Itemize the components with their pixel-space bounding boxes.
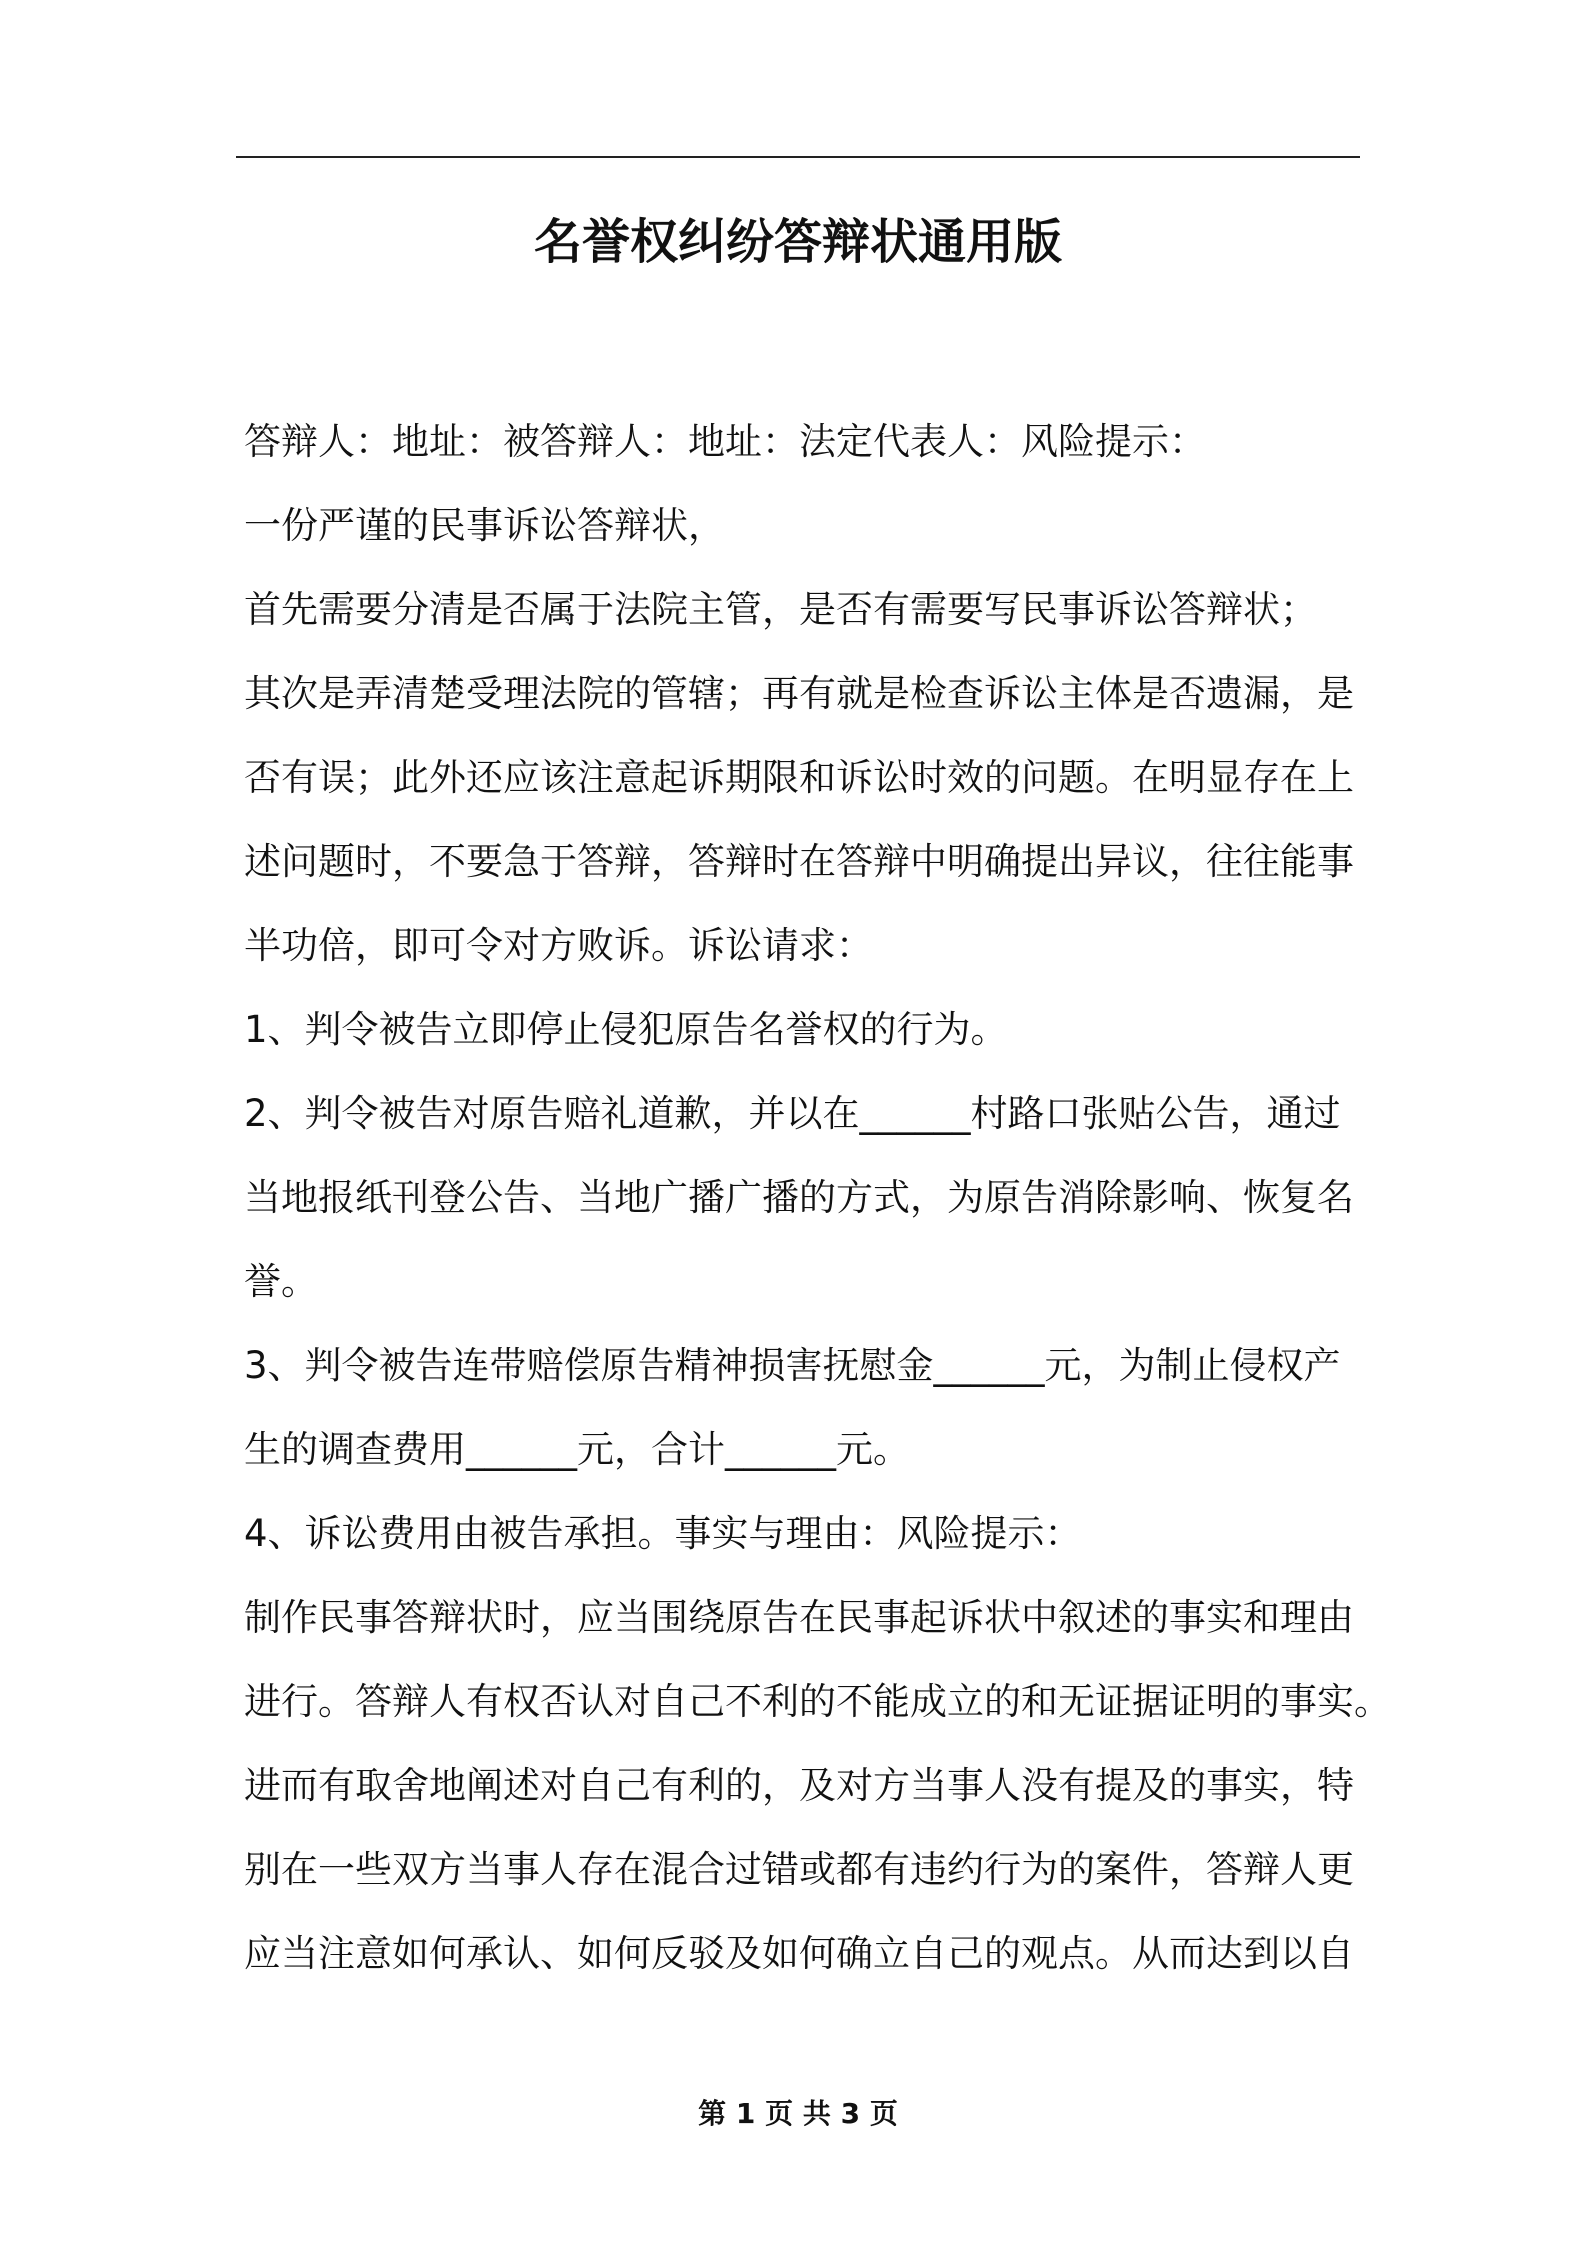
body-line: 生的调查费用______元，合计______元。 <box>244 1428 910 1471</box>
body-line: 4、诉讼费用由被告承担。事实与理由：风险提示： <box>244 1512 1082 1555</box>
document-title: 名誉权纠纷答辩状通用版 <box>533 214 1062 270</box>
body-line: 否有误；此外还应该注意起诉期限和诉讼时效的问题。在明显存在上 <box>244 756 1354 799</box>
body-line: 答辩人：地址：被答辩人：地址：法定代表人：风险提示： <box>244 420 1206 463</box>
body-line: 应当注意如何承认、如何反驳及如何确立自己的观点。从而达到以自 <box>244 1932 1354 1975</box>
body-line: 一份严谨的民事诉讼答辩状， <box>244 504 725 547</box>
body-line: 1、判令被告立即停止侵犯原告名誉权的行为。 <box>244 1008 1008 1051</box>
body-line: 别在一些双方当事人存在混合过错或都有违约行为的案件，答辩人更 <box>244 1848 1354 1891</box>
body-line: 制作民事答辩状时，应当围绕原告在民事起诉状中叙述的事实和理由 <box>244 1596 1354 1639</box>
body-line: 进而有取舍地阐述对自己有利的，及对方当事人没有提及的事实，特 <box>244 1764 1354 1807</box>
body-line: 半功倍，即可令对方败诉。诉讼请求： <box>244 924 873 967</box>
body-line: 进行。答辩人有权否认对自己不利的不能成立的和无证据证明的事实。 <box>244 1680 1391 1723</box>
body-line: 3、判令被告连带赔偿原告精神损害抚慰金______元，为制止侵权产 <box>244 1344 1341 1387</box>
body-line: 2、判令被告对原告赔礼道歉，并以在______村路口张贴公告，通过 <box>244 1092 1341 1135</box>
body-line: 首先需要分清是否属于法院主管，是否有需要写民事诉讼答辩状； <box>244 588 1317 631</box>
body-line: 誉。 <box>244 1260 318 1303</box>
body-line: 述问题时，不要急于答辩，答辩时在答辩中明确提出异议，往往能事 <box>244 840 1354 883</box>
page-footer: 第 1 页 共 3 页 <box>698 2097 898 2130</box>
document-body <box>244 400 1391 1996</box>
header-rule <box>236 156 1360 158</box>
body-line: 当地报纸刊登公告、当地广播广播的方式，为原告消除影响、恢复名 <box>244 1176 1354 1219</box>
body-line: 其次是弄清楚受理法院的管辖；再有就是检查诉讼主体是否遗漏，是 <box>244 672 1354 715</box>
